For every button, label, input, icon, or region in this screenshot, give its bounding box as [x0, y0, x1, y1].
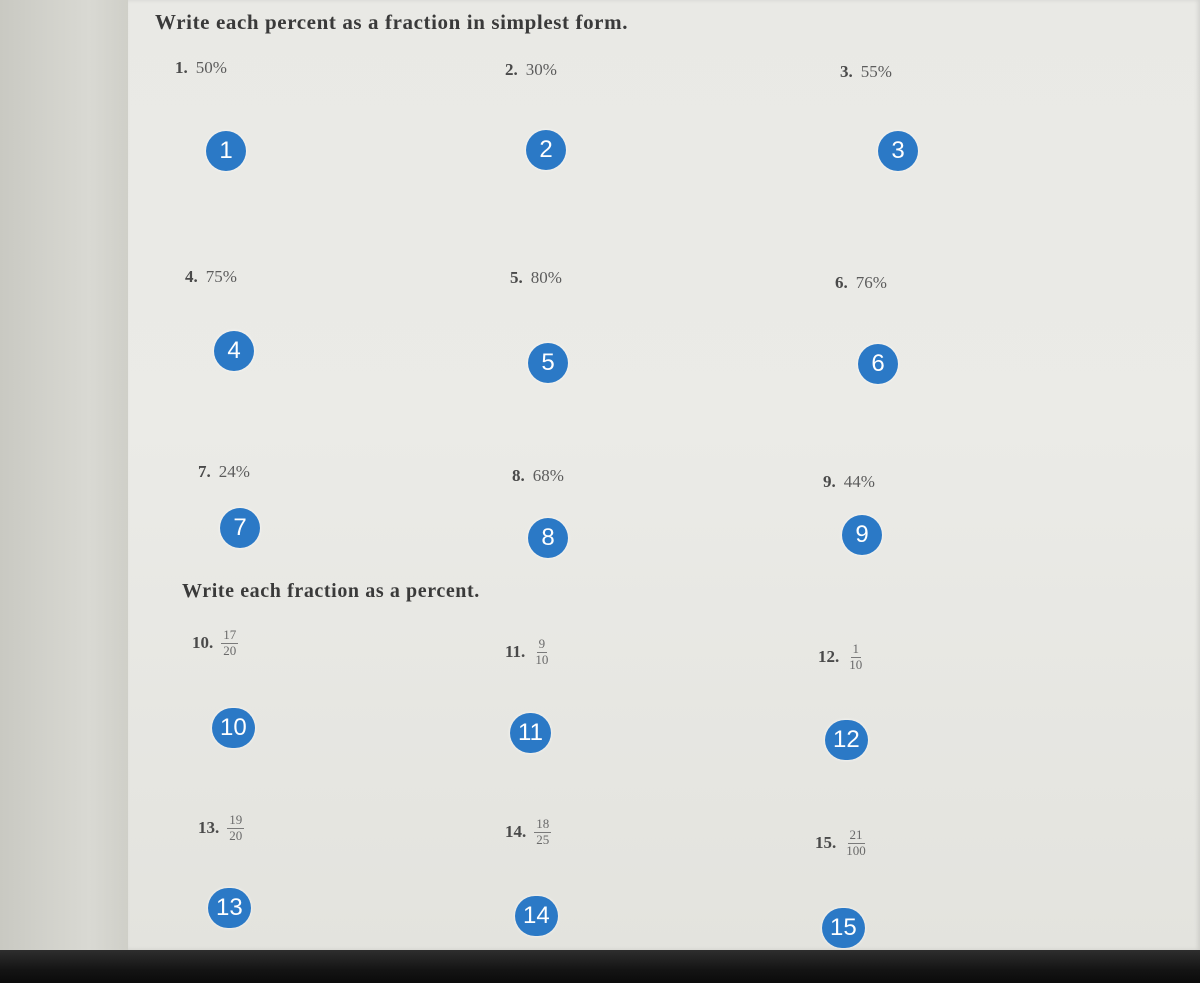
problem-value: 44% — [843, 472, 875, 491]
problem-7 — [198, 462, 250, 482]
denominator: 20 — [229, 827, 243, 843]
problem-number: 15. — [815, 833, 837, 853]
bottom-frame-edge — [0, 950, 1200, 983]
answer-badge-5[interactable]: 5 — [528, 343, 568, 383]
problem-number: 4. — [185, 267, 198, 286]
problem-4 — [185, 267, 237, 287]
problem-2 — [505, 60, 557, 80]
problem-number: 13. — [198, 818, 220, 838]
answer-badge-3[interactable]: 3 — [878, 131, 918, 171]
answer-badge-11[interactable]: 11 — [510, 713, 551, 753]
problem-value: 76% — [855, 273, 887, 292]
problem-1 — [175, 58, 227, 78]
problem-number: 1. — [175, 58, 188, 77]
problem-number: 11. — [505, 642, 526, 662]
answer-badge-13[interactable]: 13 — [208, 888, 251, 928]
denominator: 10 — [849, 656, 863, 672]
fraction — [534, 817, 551, 848]
answer-badge-14[interactable]: 14 — [515, 896, 558, 936]
denominator: 25 — [536, 831, 550, 847]
section-heading-percent-to-fraction: Write each percent as a fraction in simplest form. — [155, 10, 629, 34]
problem-5 — [510, 268, 562, 288]
fraction — [844, 828, 868, 859]
problem-number: 14. — [505, 822, 527, 842]
fraction — [533, 637, 550, 668]
answer-badge-4[interactable]: 4 — [214, 331, 254, 371]
numerator: 9 — [538, 636, 546, 651]
answer-badge-12[interactable]: 12 — [825, 720, 868, 760]
problem-number: 2. — [505, 60, 518, 79]
problem-number: 3. — [840, 62, 853, 81]
problem-11 — [505, 637, 550, 668]
problem-number: 7. — [198, 462, 211, 481]
fraction — [847, 642, 864, 673]
worksheet-page — [128, 0, 1200, 950]
problem-value: 80% — [530, 268, 562, 287]
problem-13 — [198, 813, 244, 844]
problem-15 — [815, 828, 868, 859]
answer-badge-7[interactable]: 7 — [220, 508, 260, 548]
problem-value: 68% — [532, 466, 564, 485]
problem-number: 6. — [835, 273, 848, 292]
numerator: 1 — [852, 641, 859, 656]
answer-badge-9[interactable]: 9 — [842, 515, 882, 555]
problem-value: 50% — [195, 58, 227, 77]
denominator: 10 — [535, 651, 549, 667]
answer-badge-15[interactable]: 15 — [822, 908, 865, 948]
problem-number: 9. — [823, 472, 836, 491]
answer-badge-1[interactable]: 1 — [206, 131, 246, 171]
problem-12 — [818, 642, 864, 673]
problem-number: 12. — [818, 647, 840, 667]
problem-10 — [192, 628, 238, 659]
fraction — [227, 813, 244, 844]
problem-value: 30% — [525, 60, 557, 79]
fraction — [221, 628, 238, 659]
problem-number: 10. — [192, 633, 214, 653]
desk-background — [0, 0, 128, 950]
denominator: 20 — [223, 642, 237, 658]
problem-9 — [823, 472, 875, 492]
problem-6 — [835, 273, 887, 293]
answer-badge-6[interactable]: 6 — [858, 344, 898, 384]
problem-3 — [840, 62, 892, 82]
problem-value: 75% — [205, 267, 237, 286]
answer-badge-2[interactable]: 2 — [526, 130, 566, 170]
problem-value: 24% — [218, 462, 250, 481]
answer-badge-10[interactable]: 10 — [212, 708, 255, 748]
problem-number: 5. — [510, 268, 523, 287]
problem-8 — [512, 466, 564, 486]
problem-14 — [505, 817, 551, 848]
numerator: 17 — [223, 627, 237, 642]
numerator: 18 — [536, 816, 550, 831]
section-heading-fraction-to-percent: Write each fraction as a percent. — [182, 580, 480, 602]
problem-value: 55% — [860, 62, 892, 81]
numerator: 21 — [849, 827, 863, 842]
numerator: 19 — [229, 812, 243, 827]
denominator: 100 — [846, 842, 866, 858]
answer-badge-8[interactable]: 8 — [528, 518, 568, 558]
problem-number: 8. — [512, 466, 525, 485]
